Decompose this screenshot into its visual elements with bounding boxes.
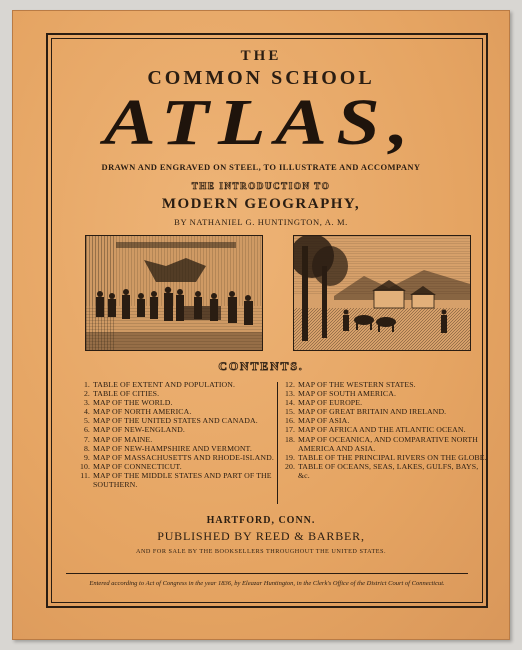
- contents-item-text: MAP OF THE WORLD.: [93, 398, 173, 408]
- contents-item-number: 14.: [284, 398, 295, 408]
- imprint-city: HARTFORD, CONN.: [206, 515, 316, 526]
- contents-item-text: MAP OF EUROPE.: [298, 398, 363, 408]
- copyright-entry: Entered according to Act of Congress in the year 1836, by Eleazar Huntington, in the Clerk's Office of the District Court of Connecticut.: [89, 580, 445, 587]
- contents-item-text: MAP OF THE WESTERN STATES.: [298, 380, 416, 389]
- contents-item-text: MAP OF ASIA.: [298, 416, 350, 426]
- contents-item-text: MAP OF THE MIDDLE STATES AND PART OF THE SOUTHERN.: [93, 470, 272, 490]
- contents-item: [78, 453, 274, 462]
- title-atlas: ATLAS,: [103, 86, 419, 159]
- subtitle-modern-geography: MODERN GEOGRAPHY,: [161, 196, 361, 212]
- imprint-sale-line: AND FOR SALE BY THE BOOKSELLERS THROUGHOUT THE UNITED STATES.: [135, 548, 386, 555]
- contents-item-number: 18.: [284, 434, 295, 444]
- contents-item-number: 20.: [284, 461, 295, 471]
- contents-item-number: 12.: [284, 380, 295, 389]
- contents-item-number: 9.: [83, 452, 90, 462]
- contents-item: [78, 444, 274, 453]
- contents-item-number: 7.: [83, 434, 90, 444]
- title-common-school: COMMON SCHOOL: [147, 67, 375, 89]
- subtitle-drawn-engraved: DRAWN AND ENGRAVED ON STEEL, TO ILLUSTRATE AND ACCOMPANY: [101, 162, 421, 172]
- contents-item: [283, 380, 488, 389]
- contents-item-text: MAP OF MAINE.: [93, 434, 153, 444]
- contents-item-text: MAP OF GREAT BRITAIN AND IRELAND.: [298, 407, 447, 417]
- contents-item-number: 11.: [80, 470, 90, 480]
- contents-item-number: 5.: [83, 416, 90, 426]
- contents-item-number: 2.: [83, 389, 90, 399]
- contents-item: [283, 407, 488, 416]
- contents-item-text: TABLE OF OCEANS, SEAS, LAKES, GULFS, BAYS, &c.: [298, 461, 479, 480]
- contents-item-number: 13.: [284, 389, 295, 399]
- contents-item: [78, 407, 274, 416]
- contents-heading: CONTENTS.: [218, 359, 304, 373]
- contents-item-text: TABLE OF CITIES.: [93, 389, 160, 399]
- contents-item-number: 3.: [83, 398, 90, 408]
- contents-item: [283, 416, 488, 425]
- contents-item: [283, 389, 488, 398]
- subtitle-introduction: THE INTRODUCTION TO: [191, 181, 331, 191]
- contents-item: [78, 471, 274, 489]
- contents-item: [78, 398, 274, 407]
- contents-item: [78, 380, 274, 389]
- contents-item-text: MAP OF NORTH AMERICA.: [93, 407, 192, 417]
- contents-item-number: 8.: [83, 443, 90, 453]
- contents-item: [78, 435, 274, 444]
- engraving-assembly-hall: [85, 235, 263, 351]
- author-line: BY NATHANIEL G. HUNTINGTON, A. M.: [174, 217, 348, 227]
- contents-right-column: [283, 380, 488, 480]
- contents-item: [78, 462, 274, 471]
- contents-item-text: MAP OF SOUTH AMERICA.: [298, 389, 396, 399]
- contents-left-column: [78, 380, 274, 489]
- contents-item: [283, 453, 488, 462]
- contents-item: [283, 425, 488, 434]
- contents-item-number: 16.: [284, 416, 295, 426]
- engraving-rural-farm-scene: [293, 235, 471, 351]
- contents-item-text: MAP OF AFRICA AND THE ATLANTIC OCEAN.: [298, 425, 466, 435]
- contents-divider: [277, 382, 278, 504]
- contents-item-text: MAP OF OCEANICA, AND COMPARATIVE NORTH AMERICA AND ASIA.: [298, 434, 478, 453]
- contents-item-text: MAP OF CONNECTICUT.: [93, 461, 182, 471]
- contents-item-number: 19.: [284, 452, 295, 462]
- contents-item-number: 6.: [83, 425, 90, 435]
- contents-item-number: 4.: [83, 407, 90, 417]
- contents-item-text: MAP OF MASSACHUSETTS AND RHODE-ISLAND.: [93, 452, 274, 462]
- contents-item: [78, 425, 274, 434]
- contents-item-number: 15.: [284, 407, 295, 417]
- contents-item-text: MAP OF THE UNITED STATES AND CANADA.: [93, 416, 258, 426]
- contents-item: [283, 435, 488, 453]
- contents-item: [283, 398, 488, 407]
- bottom-rule: [66, 573, 468, 574]
- contents-item-text: TABLE OF THE PRINCIPAL RIVERS ON THE GLOBE.: [298, 452, 487, 462]
- contents-item: [78, 389, 274, 398]
- contents-item-text: MAP OF NEW-ENGLAND.: [93, 425, 185, 435]
- contents-item-text: TABLE OF EXTENT AND POPULATION.: [93, 380, 236, 389]
- contents-item-number: 1.: [83, 380, 90, 389]
- title-the: THE: [240, 48, 282, 64]
- contents-item: [78, 416, 274, 425]
- contents-item-number: 10.: [79, 461, 90, 471]
- imprint-publisher: PUBLISHED BY REED & BARBER,: [157, 529, 365, 543]
- contents-item-number: 17.: [284, 425, 295, 435]
- contents-item-text: MAP OF NEW-HAMPSHIRE AND VERMONT.: [93, 443, 252, 453]
- contents-item: [283, 462, 488, 480]
